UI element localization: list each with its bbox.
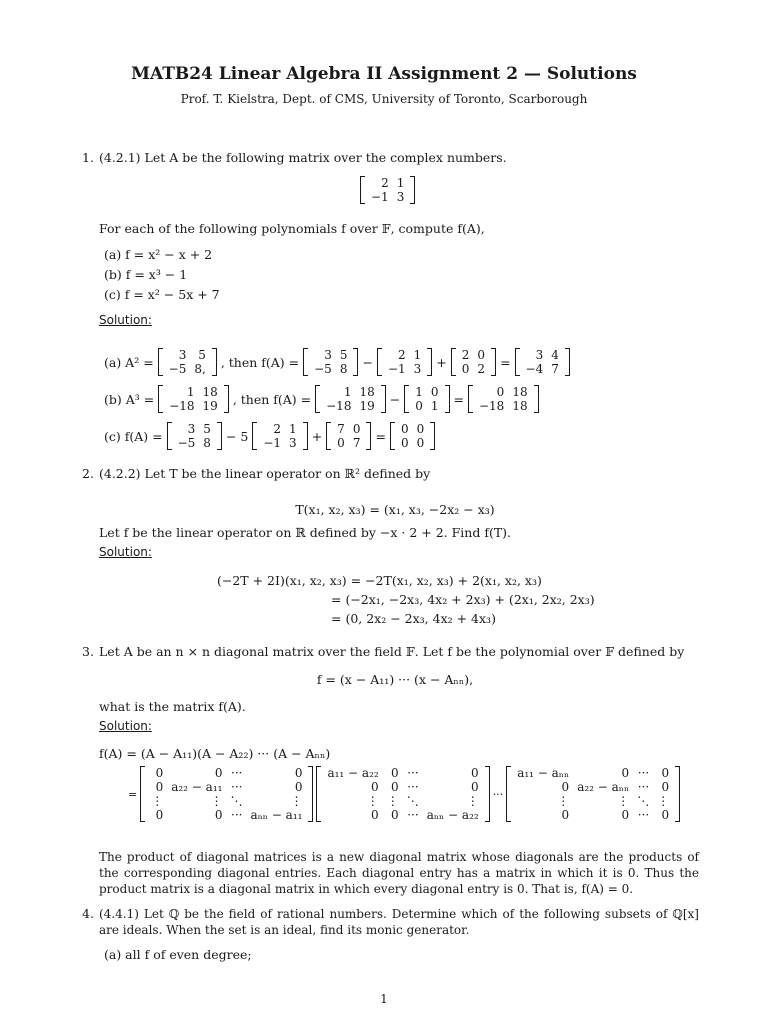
matrix-cell: 0 [561, 808, 570, 822]
matrix-cell: 3 [187, 422, 196, 436]
matrix-cell: ··· [637, 766, 650, 780]
matrix-cell: ⋱ [637, 794, 650, 808]
matrix-cell: −1 [263, 436, 282, 450]
matrix-cell: 2 [398, 348, 406, 362]
matrix-cell: 0 [214, 808, 223, 822]
matrix-cell: ⋮ [657, 794, 670, 808]
matrix-cell: ⋮ [466, 794, 479, 808]
matrix [390, 422, 435, 450]
matrix-cell: 5 [203, 422, 211, 436]
matrix-cell: 0 [337, 436, 345, 450]
matrix-cell: 0 [430, 385, 439, 399]
matrix-cell: ··· [637, 780, 650, 794]
matrix-cell: ⋮ [290, 794, 303, 808]
problem-3-line-1: f(A) = (A − A₁₁)(A − A₂₂) ··· (A − Aₙₙ) [99, 746, 331, 761]
matrix-cell: ⋮ [557, 794, 570, 808]
matrix-cell: 0 [391, 780, 399, 794]
matrix-cell: 8 [339, 362, 348, 376]
matrix-cell: 2 [461, 348, 470, 362]
matrix [315, 385, 386, 413]
matrix-cell: 18 [512, 399, 528, 413]
matrix-cell: 0 [496, 385, 505, 399]
matrix-cell: 1 [413, 348, 422, 362]
matrix-cell: ··· [407, 780, 419, 794]
matrix-cell: 0 [461, 362, 470, 376]
matrix [167, 422, 222, 450]
matrix-cell: 7 [352, 436, 361, 450]
matrix [303, 348, 358, 376]
matrix-cell: 3 [535, 348, 544, 362]
matrix-cell: ··· [231, 766, 243, 780]
matrix-cell: 18 [202, 385, 218, 399]
matrix-cell: −5 [177, 436, 196, 450]
matrix-cell: 0 [400, 436, 409, 450]
matrix-cell: 1 [343, 385, 352, 399]
problem-2-definition: T(x₁, x₂, x₃) = (x₁, x₃, −2x₂ − x₃) [295, 502, 495, 517]
matrix-cell: 0 [400, 422, 409, 436]
matrix-cell: −18 [169, 399, 195, 413]
matrix-cell: 1 [186, 385, 195, 399]
matrix-cell: 1 [396, 176, 405, 190]
matrix-cell: a₁₁ − a₂₂ [327, 766, 379, 780]
matrix-cell: 0 [471, 766, 479, 780]
problem-1-text: (4.2.1) Let A be the following matrix over the complex numbers. [99, 150, 507, 165]
page-number: 1 [380, 992, 388, 1006]
matrix-cell: ⋮ [617, 794, 630, 808]
matrix-cell: 2 [273, 422, 282, 436]
problem-2-text: (4.2.2) Let T be the linear operator on ℝ² defined by [99, 466, 431, 481]
matrix-cell: 0 [391, 766, 399, 780]
matrix-cell: 0 [391, 808, 399, 822]
solution-label-2: Solution: [99, 545, 152, 559]
matrix-cell: 0 [415, 399, 423, 413]
matrix-cell: 3 [178, 348, 187, 362]
matrix [506, 766, 680, 822]
matrix-cell: −1 [371, 190, 389, 204]
matrix-cell: ··· [231, 780, 243, 794]
problem-4-number: 4. [82, 906, 94, 921]
problem-4-part-a: (a) all f of even degree; [104, 947, 252, 962]
matrix-cell: 3 [289, 436, 297, 450]
problem-3-matrix-product: = 0 0 ··· 0 0 a₂₂ − a₁₁ ··· 0 ⋮ ⋮ ⋱ ⋮ 0 0 ··· aₙₙ − a₁₁ a₁₁ − a₂₂ 0 ··· 0 0 0 ··· 0 ⋮ ⋮ ⋱ ⋮ 0 0 ··· aₙₙ − a₂₂ ··· a₁₁ − aₙₙ 0 ··· 0 0 a₂₂ − aₙₙ ··· 0 ⋮ ⋮ ⋱ ⋮ 0 0 ··· 0 [128, 766, 680, 822]
matrix-cell: ··· [637, 808, 650, 822]
solution-label-3: Solution: [99, 719, 152, 733]
matrix-cell: ⋮ [210, 794, 223, 808]
matrix [377, 348, 432, 376]
matrix-cell: 18 [512, 385, 528, 399]
problem-1-prompt: For each of the following polynomials f over 𝔽, compute f(A), [99, 221, 485, 236]
matrix-cell: 0 [661, 808, 670, 822]
matrix-cell: 7 [551, 362, 559, 376]
matrix [451, 348, 496, 376]
matrix-cell: 0 [621, 808, 630, 822]
matrix-cell: −4 [525, 362, 544, 376]
matrix [468, 385, 539, 413]
matrix-cell: 0 [294, 766, 303, 780]
matrix-cell: −18 [478, 399, 505, 413]
solution-1c: (c) f(A) = 3 5 −5 8 − 5 2 1 −1 3 + 7 0 0 7 = 0 0 0 0 [104, 422, 435, 450]
matrix [316, 766, 489, 822]
matrix-cell: a₂₂ − aₙₙ [577, 780, 630, 794]
matrix-cell: 0 [155, 808, 164, 822]
matrix-cell: ⋮ [386, 794, 399, 808]
matrix-cell: ⋮ [151, 794, 164, 808]
matrix-cell: 1 [415, 385, 423, 399]
matrix-cell: 0 [294, 780, 303, 794]
matrix-cell: 3 [324, 348, 332, 362]
matrix-cell: 0 [155, 780, 164, 794]
matrix [158, 348, 217, 376]
matrix-cell: 3 [396, 190, 405, 204]
matrix-cell: −18 [326, 399, 352, 413]
problem-1-part-c: (c) f = x² − 5x + 7 [104, 287, 220, 302]
matrix-cell: aₙₙ − a₂₂ [426, 808, 479, 822]
problem-2-line-1: (−2T + 2I)(x₁, x₂, x₃) = −2T(x₁, x₂, x₃) + 2(x₁, x₂, x₃) [217, 573, 542, 588]
problem-2-line-3: = (0, 2x₂ − 2x₃, 4x₂ + 4x₃) [331, 611, 496, 626]
problem-2-text2: Let f be the linear operator on ℝ defined by −x · 2 + 2. Find f(T). [99, 525, 512, 540]
matrix [360, 176, 415, 204]
matrix-cell: ··· [407, 808, 419, 822]
matrix-cell: 0 [371, 808, 379, 822]
problem-3-definition: f = (x − A₁₁) ··· (x − Aₙₙ), [316, 672, 474, 687]
matrix [326, 422, 371, 450]
matrix-cell: 0 [371, 780, 379, 794]
problem-1-number: 1. [82, 150, 94, 165]
matrix-cell: 2 [381, 176, 389, 190]
matrix [252, 422, 307, 450]
matrix-cell: 0 [661, 780, 670, 794]
problem-1-part-b: (b) f = x³ − 1 [104, 267, 188, 282]
matrix [158, 385, 229, 413]
matrix-cell: 2 [477, 362, 486, 376]
problem-3-number: 3. [82, 644, 94, 659]
matrix-cell: 5 [339, 348, 348, 362]
matrix-cell: 1 [289, 422, 297, 436]
problem-1-matrix-a [360, 176, 415, 204]
matrix-cell: 0 [621, 766, 630, 780]
matrix-cell: −5 [168, 362, 187, 376]
matrix-cell: 0 [214, 766, 223, 780]
matrix-cell: 3 [413, 362, 422, 376]
matrix [140, 766, 313, 822]
problem-3-explanation: The product of diagonal matrices is a new diagonal matrix whose diagonals are the products of the corresponding diagonal entries. Each diagonal entry has a matrix in which it is 0. Thus the product matrix is a diagonal matrix in which every diagonal entry is 0. That is, f(A) = 0. [99, 850, 699, 896]
matrix-cell: ··· [231, 808, 243, 822]
solution-label-1: Solution: [99, 313, 152, 327]
matrix-cell: −1 [387, 362, 406, 376]
matrix-cell: 18 [359, 385, 375, 399]
matrix-cell: 0 [561, 780, 570, 794]
matrix-cell: 0 [661, 766, 670, 780]
matrix-cell: 5 [198, 348, 206, 362]
problem-3-text: Let A be an n × n diagonal matrix over the field 𝔽. Let f be the polynomial over 𝔽 defined by [99, 644, 685, 659]
matrix-cell: 8, [194, 362, 206, 376]
problem-4-text: (4.4.1) Let ℚ be the field of rational numbers. Determine which of the following subsets of ℚ[x] are ideals. When the set is an ideal, find its monic generator. [99, 907, 699, 937]
matrix-cell: 0 [352, 422, 361, 436]
document-title: MATB24 Linear Algebra II Assignment 2 — Solutions [131, 64, 637, 84]
matrix-cell: ··· [407, 766, 419, 780]
problem-1-part-a: (a) f = x² − x + 2 [104, 247, 213, 262]
matrix-cell: −5 [314, 362, 332, 376]
matrix [515, 348, 570, 376]
problem-3-question: what is the matrix f(A). [99, 699, 246, 714]
matrix-cell: aₙₙ − a₁₁ [250, 808, 303, 822]
matrix-cell: a₂₂ − a₁₁ [171, 780, 223, 794]
matrix-cell: 0 [416, 436, 425, 450]
matrix-cell: 4 [551, 348, 559, 362]
matrix-cell: a₁₁ − aₙₙ [517, 766, 570, 780]
matrix [404, 385, 449, 413]
matrix-cell: 1 [430, 399, 439, 413]
solution-1a: (a) A² = 3 5 −5 8, , then f(A) = 3 5 −5 8 − 2 1 −1 3 + 2 0 0 2 = 3 4 −4 7 [104, 348, 570, 376]
matrix-cell: ⋮ [366, 794, 379, 808]
matrix-cell: 7 [337, 422, 345, 436]
document-subtitle: Prof. T. Kielstra, Dept. of CMS, University of Toronto, Scarborough [180, 92, 588, 106]
matrix-cell: 19 [359, 399, 375, 413]
solution-1b: (b) A³ = 1 18 −18 19 , then f(A) = 1 18 −18 19 − 1 0 0 1 = 0 18 −18 18 [104, 385, 539, 413]
problem-2-line-2: = (−2x₁, −2x₃, 4x₂ + 2x₃) + (2x₁, 2x₂, 2x₃) [331, 592, 595, 607]
matrix-cell: 19 [202, 399, 218, 413]
problem-2-number: 2. [82, 466, 94, 481]
matrix-cell: 0 [155, 766, 164, 780]
matrix-cell: 0 [477, 348, 486, 362]
matrix-cell: ⋱ [230, 794, 243, 808]
matrix-cell: 0 [416, 422, 425, 436]
matrix-cell: 8 [203, 436, 211, 450]
matrix-cell: 0 [471, 780, 479, 794]
matrix-cell: ⋱ [406, 794, 419, 808]
